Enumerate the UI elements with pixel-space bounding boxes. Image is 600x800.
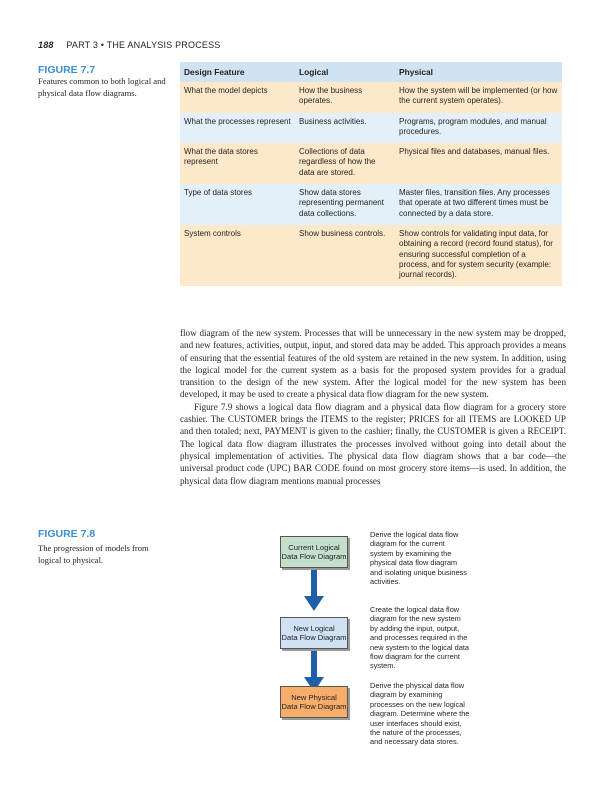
table-cell: Type of data stores xyxy=(180,184,295,225)
paragraph: flow diagram of the new system. Processes that will be unnecessary in the new system may be dropped, and new features, activities, output, input, and stored data may be added. This approach provides a means of ensuring that the essential features of the old system are retained in the new system. In addition, using the logical model for the current system as a basis for the proposed system provides for a gradual transition to the design of the new system. After the logical model for the new system has been developed, it may be used to create a physical data flow diagram for the new system. xyxy=(180,328,566,400)
table-row xyxy=(180,225,562,286)
figure-7-7-label: FIGURE 7.7 xyxy=(38,64,96,76)
step-description: Derive the logical data flow diagram for the current system by examining the physical data flow diagram and isolating unique business activities. xyxy=(370,530,467,587)
table-cell: Physical files and databases, manual files. xyxy=(395,143,562,184)
box-label: Data Flow Diagram xyxy=(281,552,347,561)
down-arrow-icon xyxy=(303,570,325,612)
table-row xyxy=(180,143,562,184)
table-header-row xyxy=(180,62,562,82)
table-cell: Show controls for validating input data, for obtaining a record (record found status), for ensuring successful completion of a process, and for system security (example: journal records). xyxy=(395,225,562,286)
figure-7-7-caption: Features common to both logical and physical data flow diagrams. xyxy=(38,76,166,98)
table-row xyxy=(180,184,562,225)
box-label: Data Flow Diagram xyxy=(281,702,347,711)
column-header: Design Feature xyxy=(180,62,295,82)
table-cell: What the model depicts xyxy=(180,82,295,113)
table-cell: Show business controls. xyxy=(295,225,395,286)
table-cell: How the business operates. xyxy=(295,82,395,113)
table-cell: Programs, program modules, and manual procedures. xyxy=(395,113,562,144)
paragraph: Figure 7.9 shows a logical data flow diagram and a physical data flow diagram for a grocery store cashier. The CUSTOMER brings the ITEMS to the register; PRICES for all ITEMS are LOOKED UP and then totaled; next, PAYMENT is given to the cashier; finally, the CUSTOMER is given a RECEIPT. The logical data flow diagram illustrates the processes involved without going into detail about the physical implementation of activities. The physical data flow diagram shows that a bar code—the universal product code (UPC) BAR CODE found on most grocery store items—is used. In addition, the physical data flow diagram mentions manual processes xyxy=(180,401,566,486)
table-cell: System controls xyxy=(180,225,295,286)
page-header xyxy=(38,40,221,50)
box-label: Current Logical xyxy=(288,542,340,552)
table-cell: What the data stores represent xyxy=(180,143,295,184)
current-logical-dfd-box xyxy=(280,536,348,568)
table-row xyxy=(180,82,562,113)
features-table xyxy=(180,62,562,286)
table-cell: Business activities. xyxy=(295,113,395,144)
body-text xyxy=(180,327,566,487)
table-cell: What the processes represent xyxy=(180,113,295,144)
table-cell: Master files, transition files. Any processes that operate at two different times must be connected by a data store. xyxy=(395,184,562,225)
step-description: Create the logical data flow diagram for the new system by adding the input, output, and processes required in the new system to the logical data flow diagram for the current system. xyxy=(370,605,470,671)
table-cell: How the system will be implemented (or how the current system operates). xyxy=(395,82,562,113)
box-label: Data Flow Diagram xyxy=(281,633,347,642)
page-number: 188 xyxy=(38,40,54,50)
new-physical-dfd-box xyxy=(280,686,348,718)
box-label: New Logical xyxy=(293,623,335,633)
table-cell: Show data stores representing permanent data collections. xyxy=(295,184,395,225)
column-header: Logical xyxy=(295,62,395,82)
column-header: Physical xyxy=(395,62,562,82)
table-row xyxy=(180,113,562,144)
box-label: New Physical xyxy=(291,692,337,702)
new-logical-dfd-box xyxy=(280,617,348,649)
step-description: Derive the physical data flow diagram by examining processes on the new logical diagram. Determine where the user interfaces should exist, the nature of the processes, and necessary data stores. xyxy=(370,681,470,747)
figure-7-8-label: FIGURE 7.8 xyxy=(38,528,96,540)
part-title: PART 3 • THE ANALYSIS PROCESS xyxy=(66,40,221,50)
figure-7-8-caption: The progression of models from logical to physical. xyxy=(38,543,149,565)
table-cell: Collections of data regardless of how the data are stored. xyxy=(295,143,395,184)
